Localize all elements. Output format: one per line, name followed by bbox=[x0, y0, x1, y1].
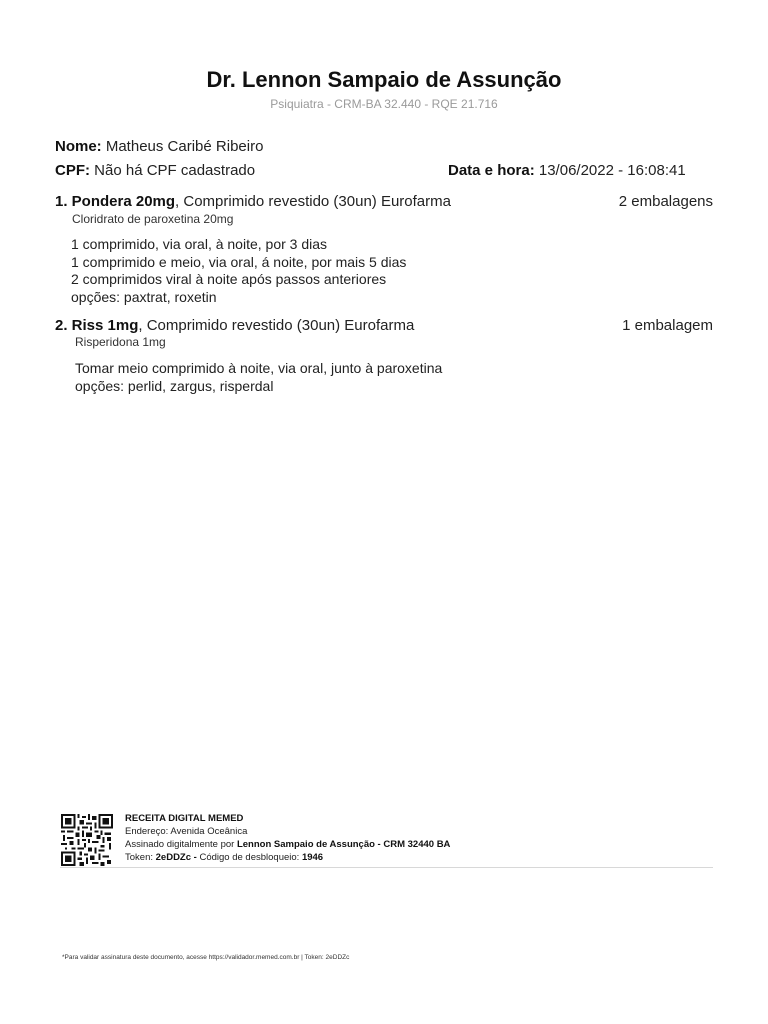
prescription-item-title bbox=[55, 193, 451, 210]
instruction-line: 2 comprimidos viral à noite após passos anteriores bbox=[71, 271, 387, 287]
instruction-line: 1 comprimido e meio, via oral, á noite, por mais 5 dias bbox=[71, 253, 407, 270]
validation-note: *Para validar assinatura deste documento, acesse https://validador.memed.com.br | Token: 2eDDZc bbox=[62, 954, 350, 961]
instruction-line: opções: paxtrat, roxetin bbox=[71, 288, 217, 305]
medication-quantity: 1 embalagem bbox=[622, 317, 713, 334]
patient-cpf-row bbox=[55, 162, 255, 179]
datetime-value: 13/06/2022 - 16:08:41 bbox=[538, 162, 686, 179]
medication-quantity: 2 embalagens bbox=[618, 193, 713, 210]
medication-instructions bbox=[75, 360, 442, 395]
signature-address: Endereço: Avenida Oceânica bbox=[125, 826, 248, 837]
patient-cpf-label: CPF: bbox=[55, 162, 90, 179]
prescription-item-title bbox=[55, 317, 414, 334]
signature-block bbox=[125, 812, 450, 864]
signature-token: Token: 2eDDZc - Código de desbloqueio: 1946 bbox=[125, 852, 324, 863]
datetime-label: Data e hora: bbox=[448, 162, 535, 179]
medication-instructions bbox=[71, 236, 406, 306]
patient-cpf: Não há CPF cadastrado bbox=[94, 162, 256, 179]
medication-description: , Comprimido revestido (30un) Eurofarma bbox=[175, 193, 451, 210]
signature-title: RECEITA DIGITAL MEMED bbox=[125, 813, 244, 824]
medication-name: 1. Pondera 20mg bbox=[55, 193, 176, 210]
medication-generic: Cloridrato de paroxetina 20mg bbox=[72, 212, 234, 226]
instruction-line: opções: perlid, zargus, risperdal bbox=[75, 377, 274, 394]
medication-name: 2. Riss 1mg bbox=[55, 317, 139, 334]
footer-divider bbox=[60, 867, 713, 868]
patient-name-label: Nome: bbox=[55, 138, 102, 155]
medication-generic: Risperidona 1mg bbox=[75, 335, 166, 349]
datetime-row bbox=[448, 162, 686, 179]
patient-name: Matheus Caribé Ribeiro bbox=[105, 138, 264, 155]
instruction-line: Tomar meio comprimido à noite, via oral, junto à paroxetina bbox=[75, 360, 443, 376]
qr-code-icon bbox=[61, 814, 113, 866]
doctor-credentials: Psiquiatra - CRM-BA 32.440 - RQE 21.716 bbox=[270, 97, 498, 111]
doctor-name: Dr. Lennon Sampaio de Assunção bbox=[206, 67, 562, 92]
patient-name-row bbox=[55, 138, 263, 155]
instruction-line: 1 comprimido, via oral, à noite, por 3 dias bbox=[71, 236, 328, 252]
medication-description: , Comprimido revestido (30un) Eurofarma bbox=[138, 317, 415, 334]
signature-signed-by: Assinado digitalmente por Lennon Sampaio de Assunção - CRM 32440 BA bbox=[125, 839, 451, 850]
